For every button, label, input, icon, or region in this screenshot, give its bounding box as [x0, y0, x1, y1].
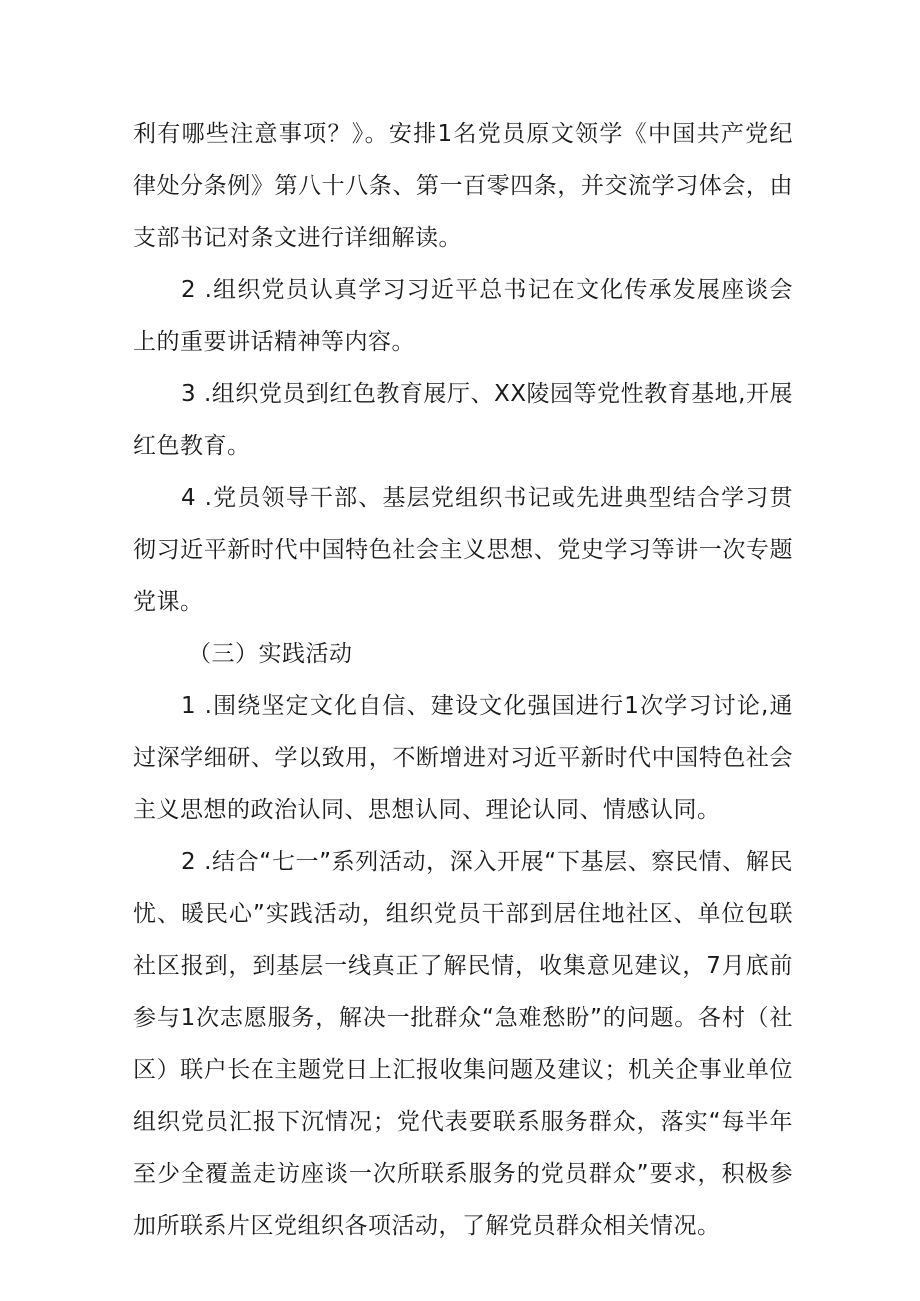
paragraph-item-3: 3 .组织党员到红色教育展厅、XX陵园等党性教育基地,开展红色教育。 — [133, 381, 793, 459]
paragraph-item-2: 2 .组织党员认真学习习近平总书记在文化传承发展座谈会上的重要讲话精神等内容。 — [133, 277, 793, 355]
paragraph-continuation: 利有哪些注意事项？》。安排1名党员原文领学《中国共产党纪律处分条例》第八十八条、第一百零四条，并交流学习体会，由支部书记对条文进行详细解读。 — [133, 121, 793, 251]
paragraph-practice-1: 1 .围绕坚定文化自信、建设文化强国进行1次学习讨论,通过深学细研、学以致用，不断增进对习近平新时代中国特色社会主义思想的政治认同、思想认同、理论认同、情感认同。 — [133, 693, 793, 823]
document-body — [133, 108, 793, 1252]
paragraph-item-4: 4 .党员领导干部、基层党组织书记或先进典型结合学习贯彻习近平新时代中国特色社会主义思想、党史学习等讲一次专题党课。 — [133, 485, 793, 615]
paragraph-practice-2: 2 .结合“七一”系列活动，深入开展“下基层、察民情、解民忧、暖民心”实践活动，组织党员干部到居住地社区、单位包联社区报到，到基层一线真正了解民情，收集意见建议，7月底前参与1次志愿服务，解决一批群众“急难愁盼”的问题。各村（社区）联户长在主题党日上汇报收集问题及建议；机关企事业单位组织党员汇报下沉情况；党代表要联系服务群众，落实“每半年至少全覆盖走访座谈一次所联系服务的党员群众”要求，积极参加所联系片区党组织各项活动，了解党员群众相关情况。 — [133, 849, 793, 1239]
section-heading-practice: （三）实践活动 — [188, 641, 353, 667]
